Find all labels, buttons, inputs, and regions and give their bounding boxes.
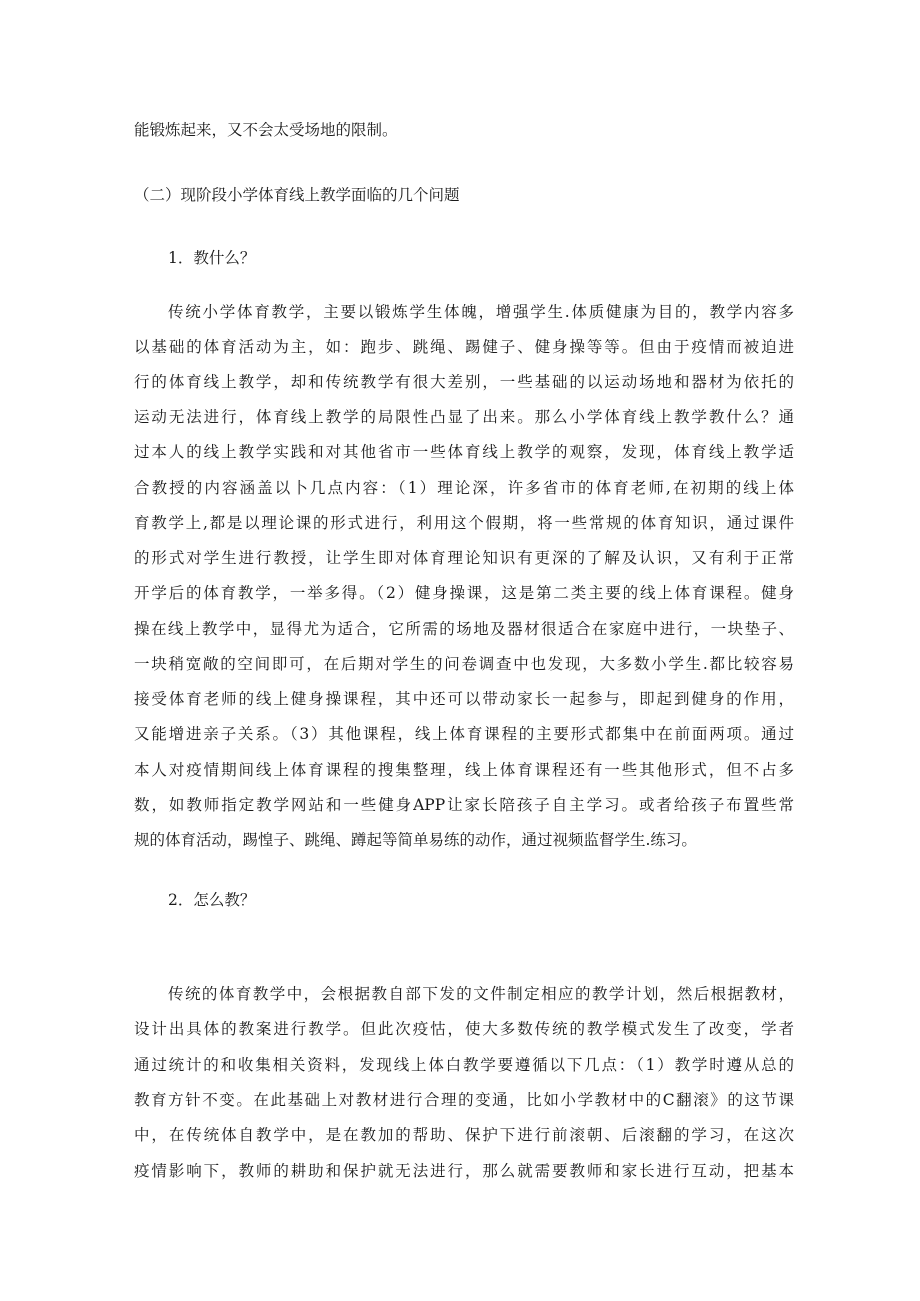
q1-paragraph-line: 接受体育老师的线上健身操课程，其中还可以带动家长一起参与，即起到健身的作用， xyxy=(134,690,794,708)
q2-paragraph-line: 教育方针不变。在此基础上对教材进行合理的变通，比如小学教材中的C翻滚》的这节课 xyxy=(134,1091,794,1109)
q1-paragraph-line: 的形式对学生进行教授，让学生即对体育理论知识有更深的了解及认识，又有利于正常 xyxy=(134,549,794,567)
q1-paragraph-line: 运动无法进行，体育线上教学的局限性凸显了出来。那么小学体育线上教学教什么？通 xyxy=(134,408,794,426)
q1-paragraph-line: 本人对疫情期间线上体育课程的搜集整理，线上体育课程还有一些其他形式，但不占多 xyxy=(134,761,794,779)
q2-paragraph-line: 中，在传统体自教学中，是在教加的帮助、保护下进行前滚朝、后滚翻的学习，在这次 xyxy=(134,1126,794,1144)
q1-paragraph-line: 行的体育线上教学，却和传统教学有很大差别，一些基础的以运动场地和器材为依托的 xyxy=(134,373,794,391)
question-2-heading: 2．怎么教？ xyxy=(168,891,256,909)
section-heading: （二）现阶段小学体育线上教学面临的几个问题 xyxy=(134,186,460,204)
q1-paragraph-line: 育教学上,都是以理论课的形式进行，利用这个假期，将一些常规的体育知识，通过课件 xyxy=(134,514,794,532)
q2-paragraph-line: 设计出具体的教案进行教学。但此次疫怙，使大多数传统的教学模式发生了改变，学者 xyxy=(134,1020,794,1038)
q1-paragraph-line: 操在线上教学中，显得尤为适合，它所需的场地及器材很适合在家庭中进行，一块垫子、 xyxy=(134,620,794,638)
q1-paragraph-line: 规的体育活动，踢惶子、跳绳、蹲起等简单易练的动作，通过视频监督学生.练习。 xyxy=(134,831,697,849)
q1-paragraph-line: 合教授的内容涵盖以卜几点内容：（1）理论深，许多省市的体育老师,在初期的线上体 xyxy=(134,479,794,497)
question-1-heading: 1．教什么？ xyxy=(168,249,256,267)
q1-paragraph-line: 过本人的线上教学实践和对其他省市一些体育线上教学的观察，发现，体育线上教学适 xyxy=(134,443,794,461)
q1-paragraph-line: 以基础的体育活动为主，如：跑步、跳绳、踢健子、健身操等等。但由于疫情而被迫进 xyxy=(134,338,794,356)
q1-paragraph-line: 一块稍宽敞的空间即可，在后期对学生的问卷调查中也发现，大多数小学生.都比较容易 xyxy=(134,655,794,673)
q1-paragraph-line: 开学后的体育教学，一举多得。（2）健身操课，这是第二类主要的线上体育课程。健身 xyxy=(134,584,794,602)
opening-line: 能锻炼起来，又不会太受场地的限制。 xyxy=(134,121,398,139)
q2-paragraph-line: 通过统计的和收集相关资料，发现线上体白教学要遵循以下几点：（1）教学时遵从总的 xyxy=(134,1056,794,1074)
q1-paragraph-line: 传统小学体育教学，主要以锻炼学生体魄，增强学生.体质健康为目的，教学内容多 xyxy=(168,303,794,321)
q2-paragraph-line: 疫情影响下，教师的耕助和保护就无法进行，那么就需要教师和家长进行互动，把基本 xyxy=(134,1162,794,1180)
q1-paragraph-line: 又能增进亲子关系。（3）其他课程，线上体育课程的主要形式都集中在前面两项。通过 xyxy=(134,725,794,743)
q2-paragraph-line: 传统的体育教学中，会根据教自部下发的文件制定相应的教学计划，然后根据教材， xyxy=(168,985,794,1003)
q1-paragraph-line: 数，如教师指定教学网站和一些健身APP让家长陪孩子自主学习。或者给孩子布置些常 xyxy=(134,796,794,814)
